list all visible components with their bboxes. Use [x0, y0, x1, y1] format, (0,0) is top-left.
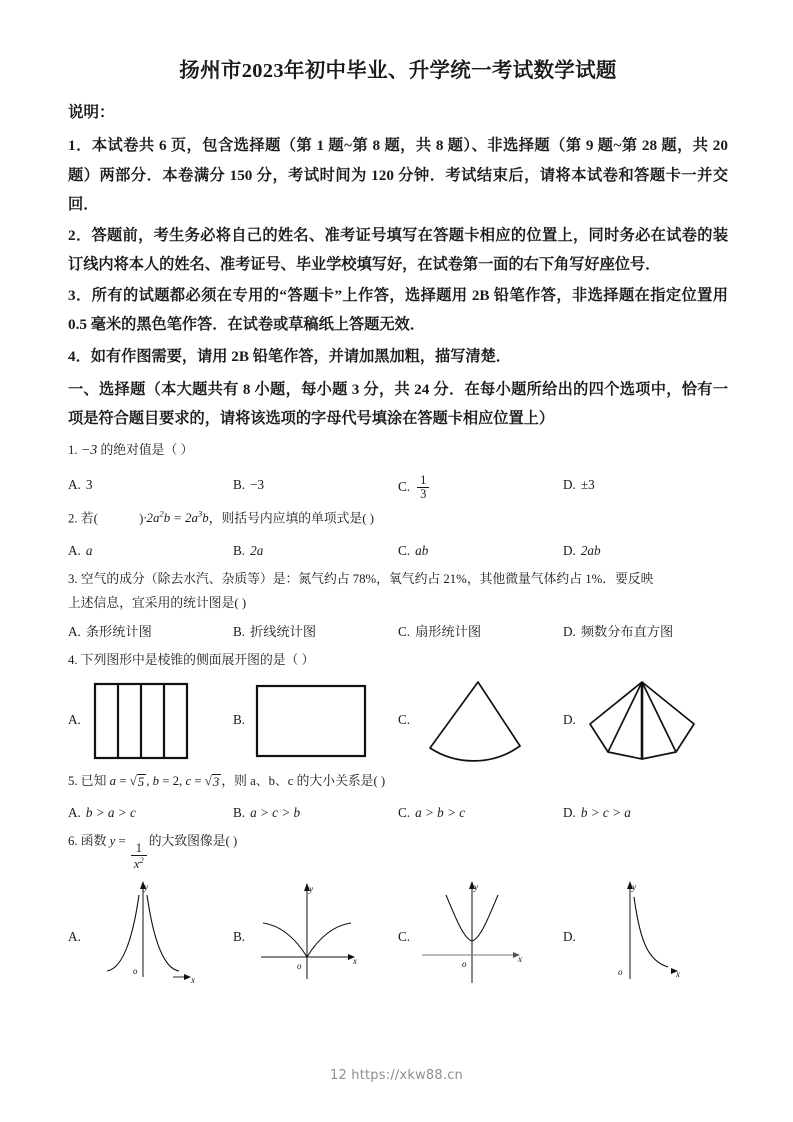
- circular-sector-figure: [416, 676, 532, 766]
- option-value: a: [85, 542, 93, 558]
- svg-text:y: y: [474, 881, 479, 892]
- option-label: B.: [233, 542, 246, 558]
- option-value: 2a: [250, 542, 264, 558]
- question-3-option-b[interactable]: [233, 621, 398, 643]
- option-value: ab: [415, 542, 429, 558]
- question-2-option-b[interactable]: [233, 540, 398, 562]
- question-1-stem: [68, 439, 728, 464]
- page-content: [68, 58, 728, 998]
- option-value: 2ab: [580, 542, 601, 558]
- svg-text:o: o: [617, 966, 623, 977]
- option-label: D.: [563, 542, 576, 558]
- question-2-option-a[interactable]: [68, 540, 233, 562]
- question-1-options: [68, 474, 728, 501]
- fraction-numerator: 1: [420, 472, 427, 487]
- question-5: [68, 770, 728, 825]
- question-1-option-c[interactable]: [398, 474, 563, 501]
- svg-text:y: y: [309, 883, 314, 894]
- option-label: C.: [398, 623, 411, 639]
- question-4-option-c[interactable]: [398, 674, 563, 768]
- option-value: 3: [85, 476, 93, 492]
- question-5-option-b[interactable]: [233, 802, 398, 824]
- svg-text:o: o: [132, 965, 138, 976]
- question-1-expression: −3: [80, 443, 98, 459]
- section-one-heading: 一、选择题（本大题共有 8 小题，每小题 3 分，共 24 分．在每小题所给出的四个选项中，恰有一项是符合题目要求的，请将该选项的字母代号填涂在答题卡相应位置上）: [68, 380, 728, 428]
- question-5-stem-text: ，则 a、b、c 的大小关系是( ): [221, 773, 386, 788]
- option-value: 频数分布直方图: [580, 623, 674, 639]
- question-6-option-c[interactable]: [398, 878, 563, 996]
- question-3-stem-line-1: 3. 空气的成分（除去水汽、杂质等）是：氮气约占 78%，氧气约占 21%，其他微量气体约占 1%．要反映: [68, 572, 654, 587]
- option-label: D.: [563, 805, 576, 821]
- question-6-option-a[interactable]: [68, 878, 233, 996]
- svg-text:o: o: [462, 958, 467, 969]
- option-label: C.: [398, 479, 411, 495]
- option-value-fraction: [417, 474, 429, 501]
- instructions-label: 说明：: [68, 103, 115, 121]
- question-5-stem: [68, 770, 728, 792]
- option-value: −3: [250, 476, 265, 492]
- question-4-stem: 4. 下列图形中是棱锥的侧面展开图的是（ ）: [68, 653, 315, 668]
- question-6-stem-text: 的大致图像是( ): [148, 834, 238, 849]
- svg-text:y: y: [143, 881, 148, 892]
- question-5-expression: a = √ 5 , b = 2, c = √ 3: [109, 773, 220, 790]
- option-label: A.: [68, 805, 81, 821]
- option-label: B.: [233, 928, 246, 944]
- option-label: D.: [563, 476, 576, 492]
- svg-text:x: x: [518, 953, 523, 964]
- option-label: D.: [563, 928, 576, 944]
- option-label: B.: [233, 476, 246, 492]
- question-2-option-d[interactable]: [563, 540, 728, 562]
- even-reciprocal-square-curve-figure: [87, 879, 205, 995]
- question-5-option-c[interactable]: [398, 802, 563, 824]
- option-label: A.: [68, 712, 81, 728]
- question-6-option-b[interactable]: [233, 878, 398, 996]
- option-label: A.: [68, 623, 81, 639]
- option-label: C.: [398, 712, 411, 728]
- rectangle-with-vertical-divisions-figure: [87, 678, 195, 764]
- question-6-number: 6. 函数: [68, 834, 107, 849]
- question-1-option-a[interactable]: [68, 474, 233, 496]
- question-2-stem: [68, 507, 728, 530]
- plain-rectangle-figure: [251, 678, 373, 764]
- option-value: a > c > b: [250, 805, 301, 821]
- option-value: 扇形统计图: [415, 623, 482, 639]
- question-5-option-d[interactable]: [563, 802, 728, 824]
- option-value: a > b > c: [415, 805, 466, 821]
- question-2-expression: $\cdot 2a^2b = 2a^3b$: [143, 508, 209, 526]
- question-6-stem: 6. 函数 y = $\frac{1}{x^2}$ 的大致图像是( ): [68, 834, 238, 872]
- question-1-number: 1.: [68, 443, 78, 458]
- upward-parabola-figure: [416, 879, 534, 995]
- svg-text:x: x: [353, 955, 358, 966]
- question-1-option-d[interactable]: [563, 474, 728, 496]
- question-6-fraction: [131, 842, 147, 871]
- instruction-item-3: 3．所有的试题都必须在专用的“答题卡”上作答，选择题用 2B 铅笔作答，非选择题在指定位置用 0.5 毫米的黑色笔作答．在试卷或草稿纸上答题无效．: [68, 287, 728, 334]
- question-4-option-d[interactable]: [563, 674, 728, 768]
- rising-pair-curve-through-origin-figure: [251, 879, 369, 995]
- question-2: [68, 507, 728, 562]
- right-branch-decreasing-curve-figure: [582, 879, 700, 995]
- instruction-item-2: 2．答题前，考生务必将自己的姓名、准考证号填写在答题卡相应的位置上，同时务必在试卷的装订线内将本人的姓名、准考证号、毕业学校填写好，在试卷第一面的右下角写好座位号．: [68, 226, 728, 274]
- question-3-option-c[interactable]: [398, 621, 563, 643]
- question-5-options: [68, 802, 728, 824]
- option-value: b > c > a: [580, 805, 631, 821]
- question-2-number: 2. 若(: [68, 511, 98, 526]
- question-4-option-b[interactable]: [233, 674, 398, 768]
- question-6: [68, 830, 728, 995]
- page-footer: 12 https://xkw88.cn: [330, 1068, 463, 1083]
- svg-text:x: x: [190, 974, 195, 985]
- question-3-stem-line-2: 上述信息，宜采用的统计图是( ): [68, 596, 247, 611]
- svg-text:o: o: [297, 960, 302, 971]
- question-3-options: [68, 621, 728, 643]
- question-4: [68, 649, 728, 767]
- option-value: ±3: [580, 476, 595, 492]
- option-label: D.: [563, 623, 576, 639]
- option-label: C.: [398, 928, 411, 944]
- option-label: C.: [398, 805, 411, 821]
- option-label: A.: [68, 928, 81, 944]
- option-value: 条形统计图: [85, 623, 152, 639]
- question-1: [68, 439, 728, 501]
- instruction-item-1: 1．本试卷共 6 页，包含选择题（第 1 题~第 8 题，共 8 题）、非选择题（第 9 题~第 28 题，共 20 题）两部分．本卷满分 150 分，考试时间为 120 分钟．考试结束后，请将本试卷和答题卡一并交回．: [68, 137, 728, 213]
- question-6-options: [68, 878, 728, 996]
- question-1-stem-text: 的绝对值是（ ）: [100, 443, 194, 458]
- question-3-option-a[interactable]: [68, 621, 233, 643]
- question-6-option-d[interactable]: [563, 878, 728, 996]
- svg-text:y: y: [631, 881, 636, 892]
- fraction-denominator: $x^2$: [131, 855, 147, 871]
- option-label: C.: [398, 542, 411, 558]
- question-6-expression: y: [109, 834, 116, 849]
- question-5-number: 5. 已知: [68, 773, 107, 788]
- option-label: A.: [68, 542, 81, 558]
- question-3: [68, 568, 728, 643]
- fan-with-radial-lines-figure: [582, 676, 702, 766]
- option-label: A.: [68, 476, 81, 492]
- question-3-option-d[interactable]: [563, 621, 728, 643]
- fraction-numerator: 1: [135, 841, 142, 856]
- question-4-option-a[interactable]: [68, 674, 233, 768]
- question-2-paren-close: ): [139, 511, 144, 526]
- option-label: B.: [233, 712, 246, 728]
- option-value: b > a > c: [85, 805, 136, 821]
- question-4-options: [68, 674, 728, 768]
- option-value: 折线统计图: [250, 623, 317, 639]
- fraction-denominator: 3: [417, 487, 429, 501]
- instruction-item-4: 4．如有作图需要，请用 2B 铅笔作答，并请加黑加粗，描写清楚．: [68, 347, 511, 365]
- question-1-option-b[interactable]: [233, 474, 398, 496]
- question-2-option-c[interactable]: [398, 540, 563, 562]
- question-5-option-a[interactable]: [68, 802, 233, 824]
- page-title: 扬州市2023年初中毕业、升学统一考试数学试题: [179, 60, 617, 82]
- svg-text:x: x: [675, 968, 680, 979]
- option-label: B.: [233, 805, 246, 821]
- question-2-options: [68, 540, 728, 562]
- option-label: D.: [563, 712, 576, 728]
- option-label: B.: [233, 623, 246, 639]
- question-2-stem-text: ，则括号内应填的单项式是( ): [208, 511, 374, 526]
